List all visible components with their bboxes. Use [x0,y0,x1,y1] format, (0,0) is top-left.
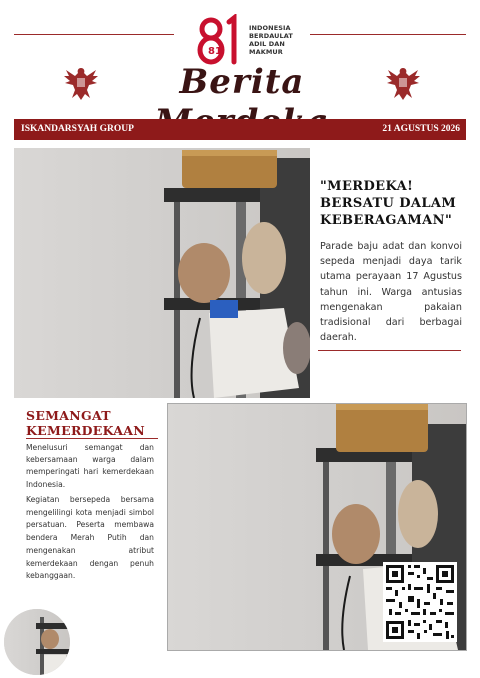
issue-date: 21 AGUSTUS 2026 [382,124,460,134]
header-band [14,119,466,140]
garuda-icon [384,64,422,104]
section-rule [26,438,158,439]
header-rule-right [310,34,466,35]
feature-photo [14,148,310,398]
logo-81-icon [196,14,244,66]
header-rule-left [14,34,174,35]
circle-thumbnail [4,609,70,675]
feature-title: "MERDEKA! BERSATU DALAM KEBERAGAMAN" [320,179,457,228]
tagline-line: MAKMUR [249,48,283,56]
qr-code-icon [383,562,457,642]
section-paragraph-1: Menelusuri semangat dan kebersamaan warga dalam memperingati hari kemerdekaan Indonesia. [26,443,154,489]
tagline-line: BERDAULAT [249,32,293,40]
header-tagline [249,24,293,56]
section-paragraph-2: Kegiatan bersepeda bersama mengelilingi kota menjadi simbol persatuan. Peserta membawa bendera Merah Putih dan mengenakan atribut kemerdekaan dengan penuh kebanggaan. [26,495,154,581]
section-title: SEMANGAT KEMERDEKAAN [26,408,145,438]
tagline-line: ADIL DAN [249,40,285,48]
publisher-name: ISKANDARSYAH GROUP [21,124,134,134]
masthead-title: Berita [179,62,305,102]
tagline-line: INDONESIA [249,24,291,32]
garuda-icon [62,64,100,104]
feature-rule [318,350,461,351]
feature-body: Parade baju adat dan konvoi sepeda menjadi daya tarik utama perayaan 17 Agustus tahun ini. Warga antusias mengenakan pakaian tradisional dari berbagai daerah. [320,241,462,344]
logo-81-text: 81 [208,46,222,57]
